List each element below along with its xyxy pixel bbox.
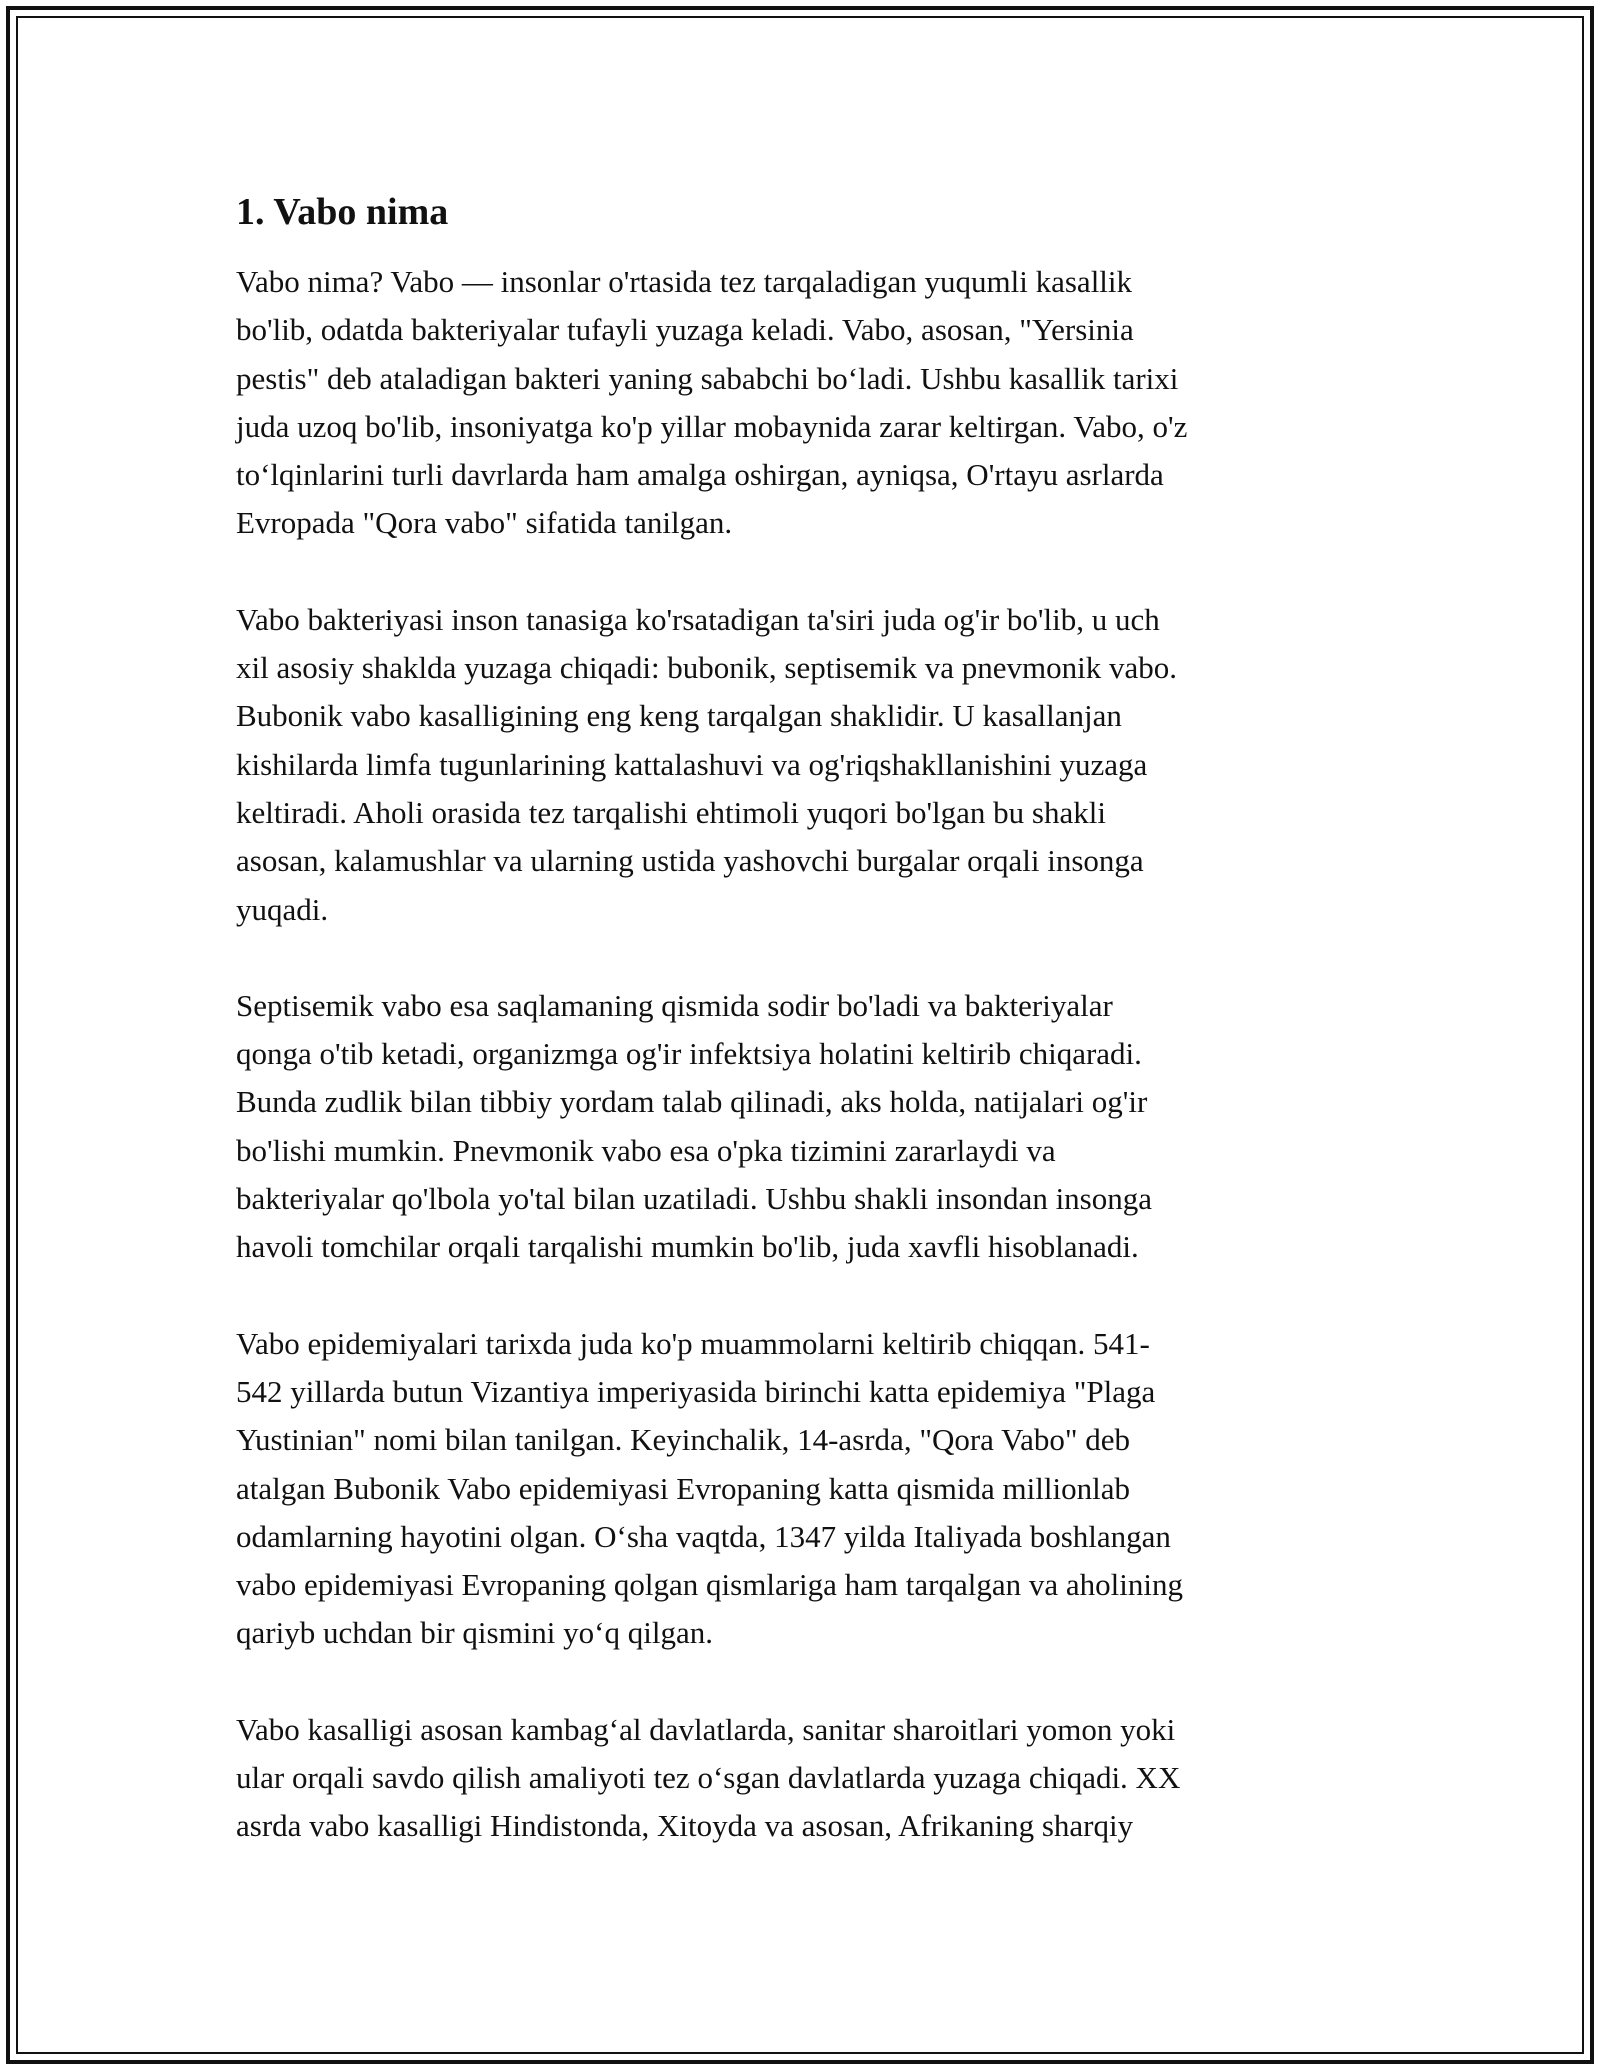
- section-heading: 1. Vabo nima: [236, 191, 449, 233]
- text-line: odamlarning hayotini olgan. O‘sha vaqtda, 1347 yilda Italiyada boshlangan: [236, 1518, 1171, 1554]
- text-line: asosan, kalamushlar va ularning ustida yashovchi burgalar orqali insonga: [236, 843, 1144, 879]
- text-line: yuqadi.: [236, 891, 329, 927]
- paragraph-3: [236, 982, 1366, 1272]
- text-line: to‘lqinlarini turli davrlarda ham amalga oshirgan, ayniqsa, O'rtayu asrlarda: [236, 457, 1164, 493]
- text-line: Vabo epidemiyalari tarixda juda ko'p muammolarni keltirib chiqqan. 541-: [236, 1325, 1150, 1361]
- text-line: qonga o'tib ketadi, organizmga og'ir infektsiya holatini keltirib chiqaradi.: [236, 1036, 1142, 1072]
- text-line: bakteriyalar qo'lbola yo'tal bilan uzatiladi. Ushbu shakli insondan insonga: [236, 1181, 1152, 1217]
- text-line: Evropada "Qora vabo" sifatida tanilgan.: [236, 505, 733, 541]
- paragraph-5: [236, 1706, 1366, 1851]
- text-line: Bunda zudlik bilan tibbiy yordam talab qilinadi, aks holda, natijalari og'ir: [236, 1084, 1148, 1120]
- text-line: bo'lishi mumkin. Pnevmonik vabo esa o'pka tizimini zararlaydi va: [236, 1132, 1056, 1168]
- text-line: 542 yillarda butun Vizantiya imperiyasida birinchi katta epidemiya "Plaga: [236, 1373, 1156, 1409]
- text-line: bo'lib, odatda bakteriyalar tufayli yuzaga keladi. Vabo, asosan, "Yersinia: [236, 312, 1134, 348]
- paragraph-1: [236, 258, 1366, 548]
- text-line: keltiradi. Aholi orasida tez tarqalishi ehtimoli yuqori bo'lgan bu shakli: [236, 794, 1106, 830]
- text-line: asrda vabo kasalligi Hindistonda, Xitoyda va asosan, Afrikaning sharqiy: [236, 1808, 1134, 1844]
- paragraph-4: [236, 1320, 1366, 1658]
- text-line: Yustinian" nomi bilan tanilgan. Keyinchalik, 14-asrda, "Qora Vabo" deb: [236, 1422, 1131, 1458]
- text-line: Vabo nima? Vabo — insonlar o'rtasida tez tarqaladigan yuqumli kasallik: [236, 264, 1133, 299]
- paragraph-2: [236, 596, 1366, 934]
- text-line: vabo epidemiyasi Evropaning qolgan qismlariga ham tarqalgan va aholining: [236, 1567, 1183, 1603]
- text-line: atalgan Bubonik Vabo epidemiyasi Evropaning katta qismida millionlab: [236, 1470, 1130, 1506]
- text-line: kishilarda limfa tugunlarining kattalashuvi va og'riqshakllanishini yuzaga: [236, 746, 1148, 782]
- text-line: havoli tomchilar orqali tarqalishi mumkin bo'lib, juda xavfli hisoblanadi.: [236, 1229, 1139, 1265]
- text-line: juda uzoq bo'lib, insoniyatga ko'p yillar mobaynida zarar keltirgan. Vabo, o'z: [236, 408, 1188, 444]
- text-line: Septisemik vabo esa saqlamaning qismida sodir bo'ladi va bakteriyalar: [236, 987, 1113, 1023]
- text-line: xil asosiy shaklda yuzaga chiqadi: bubonik, septisemik va pnevmonik vabo.: [236, 650, 1178, 686]
- text-line: pestis" deb ataladigan bakteri yaning sababchi bo‘ladi. Ushbu kasallik tarixi: [236, 360, 1179, 396]
- document-body: [236, 186, 1366, 1899]
- text-line: ular orqali savdo qilish amaliyoti tez o‘sgan davlatlarda yuzaga chiqadi. XX: [236, 1760, 1181, 1796]
- text-line: Bubonik vabo kasalligining eng keng tarqalgan shaklidir. U kasallanjan: [236, 698, 1122, 734]
- text-line: Vabo kasalligi asosan kambag‘al davlatlarda, sanitar sharoitlari yomon yoki: [236, 1711, 1176, 1747]
- text-line: qariyb uchdan bir qismini yo‘q qilgan.: [236, 1615, 713, 1651]
- text-line: Vabo bakteriyasi inson tanasiga ko'rsatadigan ta'siri juda og'ir bo'lib, u uch: [236, 601, 1160, 637]
